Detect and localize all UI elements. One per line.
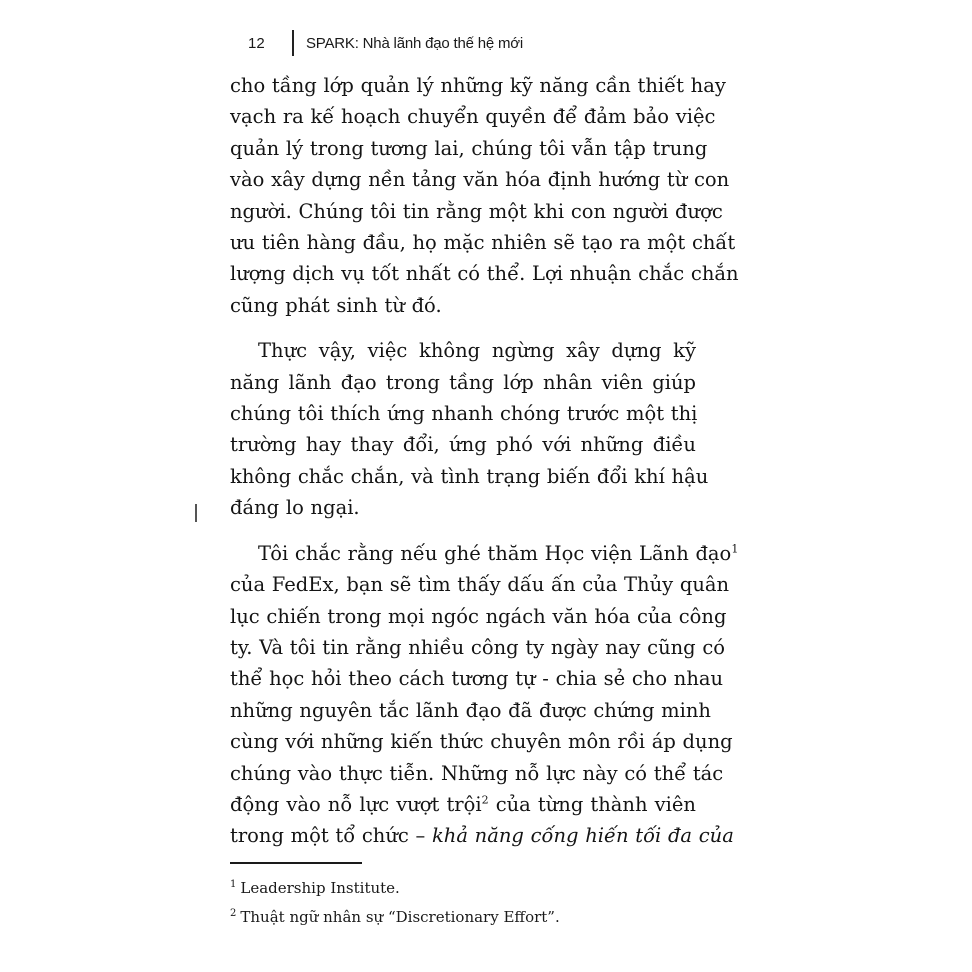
text-line: cho tầng lớp quản lý những kỹ năng cần thiết hay: [230, 74, 726, 97]
text-line: chúng vào thực tiễn. Những nỗ lực này có thể tác: [230, 761, 724, 785]
paragraph-1: [230, 70, 739, 321]
italic-phrase: khả năng cống hiến tối đa của: [431, 824, 734, 848]
text-line-part: động vào nỗ lực vượt trội: [230, 792, 482, 816]
text-line: của FedEx, bạn sẽ tìm thấy dấu ấn của Thủy quân: [230, 573, 730, 597]
footnote-marker: 2: [230, 908, 237, 919]
footnote-divider: [230, 862, 362, 864]
text-line-part: [489, 793, 496, 816]
text-line: đáng lo ngại.: [230, 496, 360, 520]
footnote-text: Thuật ngữ nhân sự “Discretionary Effort”.: [240, 908, 560, 926]
footnote-ref-2[interactable]: 2: [481, 793, 489, 807]
body-text: [230, 70, 739, 866]
text-line: lượng dịch vụ tốt nhất có thể. Lợi nhuận chắc chắn: [230, 262, 739, 286]
running-title: SPARK: Nhà lãnh đạo thế hệ mới: [306, 34, 524, 52]
text-line-part: trong một tổ chức –: [230, 824, 432, 848]
margin-mark: [195, 504, 197, 522]
text-line: những nguyên tắc lãnh đạo đã được chứng minh: [230, 698, 711, 722]
paragraph-3: [230, 538, 739, 852]
text-line: ty. Và tôi tin rằng nhiều công ty ngày nay cũng có: [230, 635, 726, 659]
text-line: ưu tiên hàng đầu, họ mặc nhiên sẽ tạo ra một chất: [230, 231, 736, 255]
text-line: cũng phát sinh từ đó.: [230, 293, 442, 317]
text-line: thể học hỏi theo cách tương tự - chia sẻ cho nhau: [230, 667, 724, 691]
footnote-marker: 1: [230, 879, 237, 890]
text-line-with-footnote: [230, 789, 696, 820]
text-line: Thực vậy, việc không ngừng xây dựng kỹ: [258, 339, 696, 363]
footnotes: [230, 872, 560, 930]
text-line: Tôi chắc rằng nếu ghé thăm Học viện Lãnh đạo: [258, 541, 732, 565]
text-line: người. Chúng tôi tin rằng một khi con người được: [230, 199, 723, 223]
text-line: quản lý trong tương lai, chúng tôi vẫn tập trung: [230, 136, 708, 160]
page-number: 12: [248, 34, 265, 52]
header-divider: [292, 30, 294, 56]
text-line-with-footnote: [230, 538, 739, 569]
footnote-ref-1[interactable]: 1: [731, 542, 739, 556]
text-line: chúng tôi thích ứng nhanh chóng trước một thị: [230, 402, 698, 426]
footnote-text: Leadership Institute.: [240, 879, 400, 897]
footnote-2: [230, 901, 560, 930]
text-line: trường hay thay đổi, ứng phó với những điều: [230, 433, 696, 457]
running-header: [248, 30, 523, 56]
paragraph-2: [230, 335, 709, 523]
text-line: cùng với những kiến thức chuyên môn rồi áp dụng: [230, 730, 733, 754]
text-line: vạch ra kế hoạch chuyển quyền để đảm bảo việc: [230, 105, 716, 129]
text-line: vào xây dựng nền tảng văn hóa định hướng từ con: [230, 168, 730, 192]
text-line: không chắc chắn, và tình trạng biến đổi khí hậu: [230, 464, 709, 488]
text-line-part: của từng thành viên: [495, 792, 696, 816]
text-line: năng lãnh đạo trong tầng lớp nhân viên giúp: [230, 370, 696, 394]
text-line: lục chiến trong mọi ngóc ngách văn hóa của công: [230, 604, 727, 628]
footnote-1: [230, 872, 560, 901]
text-line-mixed: [230, 820, 734, 851]
